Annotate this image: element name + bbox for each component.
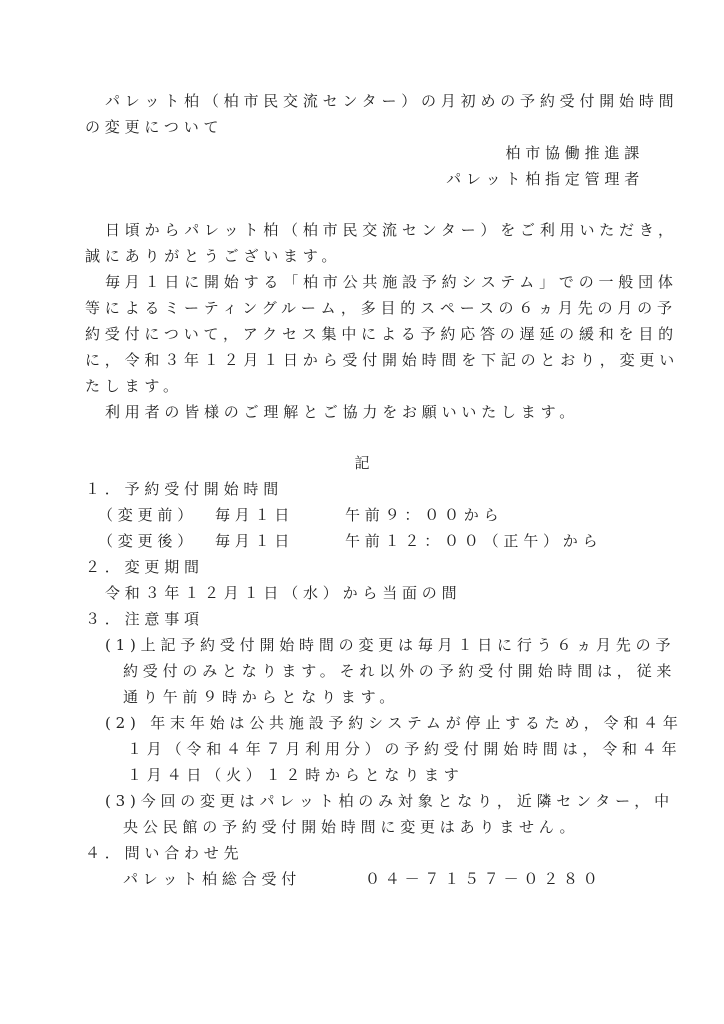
body-p2-line-3: 約受付について，アクセス集中による予約応答の遅延の緩和を目的 [85,325,678,343]
section-3-heading: ３．注意事項 [85,610,204,628]
note-2-line-1: (2) 年末年始は公共施設予約システムが停止するため，令和４年 [105,714,683,732]
section-1-heading: １．予約受付開始時間 [85,480,284,498]
contact-phone: ０４－７１５７－０２８０ [365,870,603,888]
body-p2-line-5: たします。 [85,377,183,395]
before-time: 午前９：００から [345,506,504,524]
note-2-line-2: １月（令和４年７月利用分）の予約受付開始時間は，令和４年 [127,740,682,758]
note-3-line-1: (3)今回の変更はパレット柏のみ対象となり，近隣センター，中 [105,792,674,810]
note-1-line-3: 通り午前９時からとなります。 [123,688,400,706]
section-2-heading: ２．変更期間 [85,558,204,576]
body-p2-line-2: 等によるミーティングルーム，多目的スペースの６ヵ月先の月の予 [85,299,677,317]
note-1-line-1: (1)上記予約受付開始時間の変更は毎月１日に行う６ヵ月先の予 [105,636,676,654]
note-3-line-2: 央公民館の予約受付開始時間に変更はありません。 [123,818,580,836]
body-p3: 利用者の皆様のご理解とご協力をお願いいたします。 [105,403,580,421]
section-4-heading: ４．問い合わせ先 [85,844,244,862]
before-label: （変更前） [98,506,198,524]
body-p1-line-1: 日頃からパレット柏（柏市民交流センター）をご利用いただき， [105,221,678,239]
contact-name: パレット柏総合受付 [123,870,302,888]
after-day: 毎月１日 [215,532,295,550]
issuer-department: 柏市協働推進課 [505,144,644,162]
section-2-text: 令和３年１２月１日（水）から当面の間 [105,584,462,602]
body-p2-line-1: 毎月１日に開始する「柏市公共施設予約システム」での一般団体 [105,273,678,291]
title-line-2: の変更について [85,118,224,136]
ki-heading: 記 [354,454,370,472]
before-day: 毎月１日 [215,506,295,524]
body-p2-line-4: に，令和３年１２月１日から受付開始時間を下記のとおり，変更い [85,351,680,369]
issuer-manager: パレット柏指定管理者 [446,170,644,188]
note-2-line-3: １月４日（火）１２時からとなります [127,766,464,784]
after-label: （変更後） [98,532,198,550]
after-time: 午前１２：００（正午）から [345,532,603,550]
body-p1-line-2: 誠にありがとうございます。 [85,247,342,265]
note-1-line-2: 約受付のみとなります。それ以外の予約受付開始時間は，従来 [123,662,677,680]
title-line-1: パレット柏（柏市民交流センター）の月初めの予約受付開始時間 [105,92,679,110]
